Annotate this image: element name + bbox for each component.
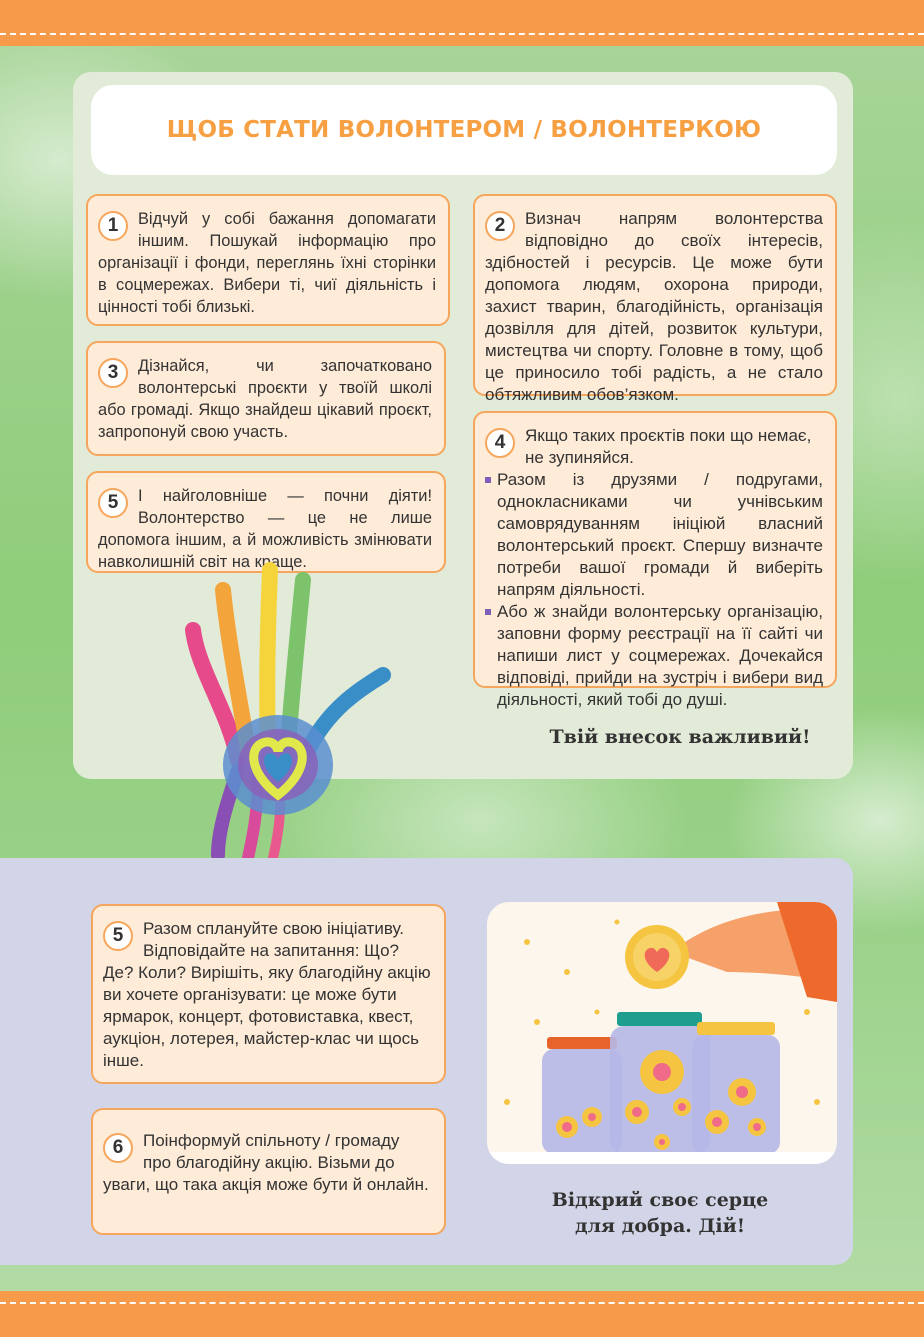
step-card-2: [473, 194, 837, 404]
tagline-top: Твій внесок важливий!: [549, 726, 811, 748]
step-text: Відчуй у собі бажання допомагати іншим. Пошукай інформацію про організації і фонди, переглянь їхні сторінки в соцмережах. Вибери ті, чиї діяльність і цінності тобі близькі.: [98, 210, 436, 316]
tagline-bottom-line2: для добра. Дій!: [574, 1215, 746, 1237]
step-number-badge: 5: [103, 921, 133, 951]
title-box: [91, 85, 837, 175]
tagline-bottom-line1: Відкрий своє серце: [551, 1189, 769, 1211]
step-card-1: [86, 194, 450, 326]
painted-hand-illustration: [178, 560, 398, 860]
step-number-badge: 4: [485, 428, 515, 458]
step-text: Визнач напрям волонтерства відповідно до своїх інтересів, здібностей і ресурсів. Це може бути допомога людям, охорона природи, захист тварин, благодійність, організація дозвілля для дітей, розвиток культури, мистецтва чи спорту. Головне в тому, щоб це приносило тобі радість, а не стало обтяжливим обов’язком.: [485, 209, 823, 404]
step-text: Разом сплануйте свою ініціативу. Відповідайте на запитання: Що? Де? Коли? Вирішіть, яку благодійну акцію ви хочете організувати: це може бути ярмарок, концерт, фотовиставка, квест, аукціон, лотерея, майстер-клас чи щось інше.: [103, 919, 431, 1070]
tagline-bottom: [530, 1187, 790, 1239]
bottom-decorative-band: [0, 1291, 924, 1337]
step-number-badge: 2: [485, 211, 515, 241]
step-card-4: [473, 411, 837, 709]
step-text: І найголовніше — почни діяти! Волонтерство — це не лише допомога іншим, а й можливість змінювати навколишній світ на краще.: [98, 487, 432, 571]
step-number-badge: 3: [98, 358, 128, 388]
step-number-badge: 5: [98, 488, 128, 518]
bullet-item: Або ж знайди волонтерську організацію, заповни форму реєстрації на її сайті чи напиши лист у соцмережах. Дочекайся відповіді, прийди на зустріч і вибери вид діяльності, який тобі до душі.: [497, 602, 823, 709]
step-card-3: [86, 341, 446, 456]
page-title: ЩОБ СТАТИ ВОЛОНТЕРОМ / ВОЛОНТЕРКОЮ: [166, 117, 762, 143]
step-intro: Якщо таких проєктів поки що немає, не зупиняйся.: [525, 426, 812, 467]
donation-jars-illustration: [487, 902, 837, 1164]
step-number-badge: 6: [103, 1133, 133, 1163]
step-text: Поінформуй спільноту / громаду про благодійну акцію. Візьми до уваги, що така акція може бути й онлайн.: [103, 1131, 429, 1194]
step-number-badge: 1: [98, 211, 128, 241]
top-decorative-band: [0, 0, 924, 46]
step-card-5-bottom: [91, 904, 446, 1084]
step-card-5: [86, 471, 446, 573]
bullet-item: Разом із друзями / подругами, однокласниками чи учнівським самоврядуванням ініціюй власний волонтерський проєкт. Спершу визначте потреби вашої громади й виберіть напрям діяльності.: [497, 470, 823, 599]
step-card-6: [91, 1108, 446, 1235]
step-bullets: [485, 469, 823, 711]
step-text: Дізнайся, чи започатковано волонтерські проєкти у твоїй школі або громаді. Якщо знайдеш цікавий проєкт, запропонуй свою участь.: [98, 357, 432, 441]
